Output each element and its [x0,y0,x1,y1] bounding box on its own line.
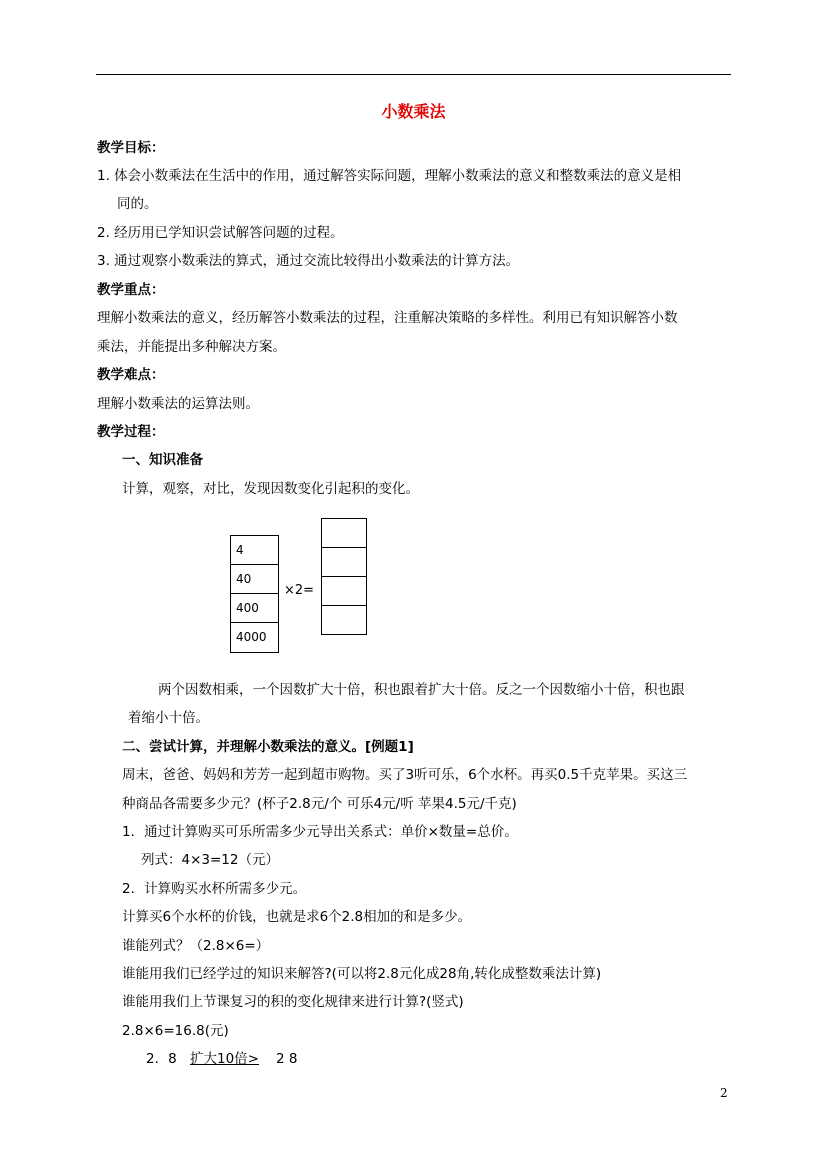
rule-line-1: 两个因数相乘，一个因数扩大十倍，积也跟着扩大十倍。反之一个因数缩小十倍，积也跟 [158,682,685,698]
factor-cell: 40 [231,565,278,594]
goals-heading: 教学目标： [97,140,165,156]
section-2-heading: 二、尝试计算，并理解小数乘法的意义。[例题1] [122,739,414,755]
goal-3: 3. 通过观察小数乘法的算式，通过交流比较得出小数乘法的计算方法。 [97,253,520,269]
section-1-text: 计算，观察，对比，发现因数变化引起积的变化。 [122,481,419,497]
goal-2: 2. 经历用已学知识尝试解答问题的过程。 [97,225,344,241]
factor-cell: 4 [231,536,278,565]
process-heading: 教学过程： [97,424,165,440]
question-1: 谁能列式？（2.8×6=） [122,938,270,954]
product-cell [322,548,366,577]
problem-line-2: 种商品各需要多少元？(杯子2.8元/个 可乐4元/听 苹果4.5元/千克) [122,796,517,812]
header-rule [96,74,731,75]
focus-line-2: 乘法，并能提出多种解决方案。 [97,339,286,355]
step-2-text: 计算买6个水杯的价钱，也就是求6个2.8相加的和是多少。 [122,909,472,925]
step-2: 2．计算购买水杯所需多少元。 [122,881,307,897]
result-equation: 2.8×6=16.8(元) [122,1023,229,1039]
rule-line-2: 着缩小十倍。 [128,710,209,726]
goal-1-line-2: 同的。 [117,196,158,212]
page-number: 2 [720,1086,728,1100]
product-cell [322,519,366,548]
difficulty-text: 理解小数乘法的运算法则。 [97,396,259,412]
product-cell [322,577,366,606]
vertical-calc-left: 2．8 [146,1051,177,1067]
product-cell [322,606,366,635]
vertical-calc-arrow: 扩大10倍> [190,1051,259,1067]
factor-cell: 4000 [236,630,267,644]
goal-1-line-1: 1. 体会小数乘法在生活中的作用，通过解答实际问题，理解小数乘法的意义和整数乘法的意义是相 [97,168,682,184]
product-table-right [321,518,367,635]
section-1-heading: 一、知识准备 [122,452,203,468]
vertical-calc-right: 2 8 [276,1051,298,1067]
factor-cell: 400 [231,594,278,623]
difficulty-heading: 教学难点： [97,367,165,383]
problem-line-1: 周末，爸爸、妈妈和芳芳一起到超市购物。买了3听可乐，6个水杯。再买0.5千克苹果。买这三 [122,767,688,783]
focus-heading: 教学重点： [97,282,165,298]
multiply-operator: ×2= [284,583,315,598]
step-1-formula: 列式：4×3=12（元） [141,852,279,868]
step-1: 1．通过计算购买可乐所需多少元导出关系式：单价×数量=总价。 [122,824,518,840]
question-2: 谁能用我们已经学过的知识来解答?(可以将2.8元化成28角,转化成整数乘法计算) [122,966,602,982]
focus-line-1: 理解小数乘法的意义，经历解答小数乘法的过程，注重解决策略的多样性。利用已有知识解答小数 [97,310,678,326]
question-3: 谁能用我们上节课复习的积的变化规律来进行计算?(竖式) [122,994,464,1010]
document-title: 小数乘法 [381,102,446,121]
factor-table-left [230,535,279,653]
